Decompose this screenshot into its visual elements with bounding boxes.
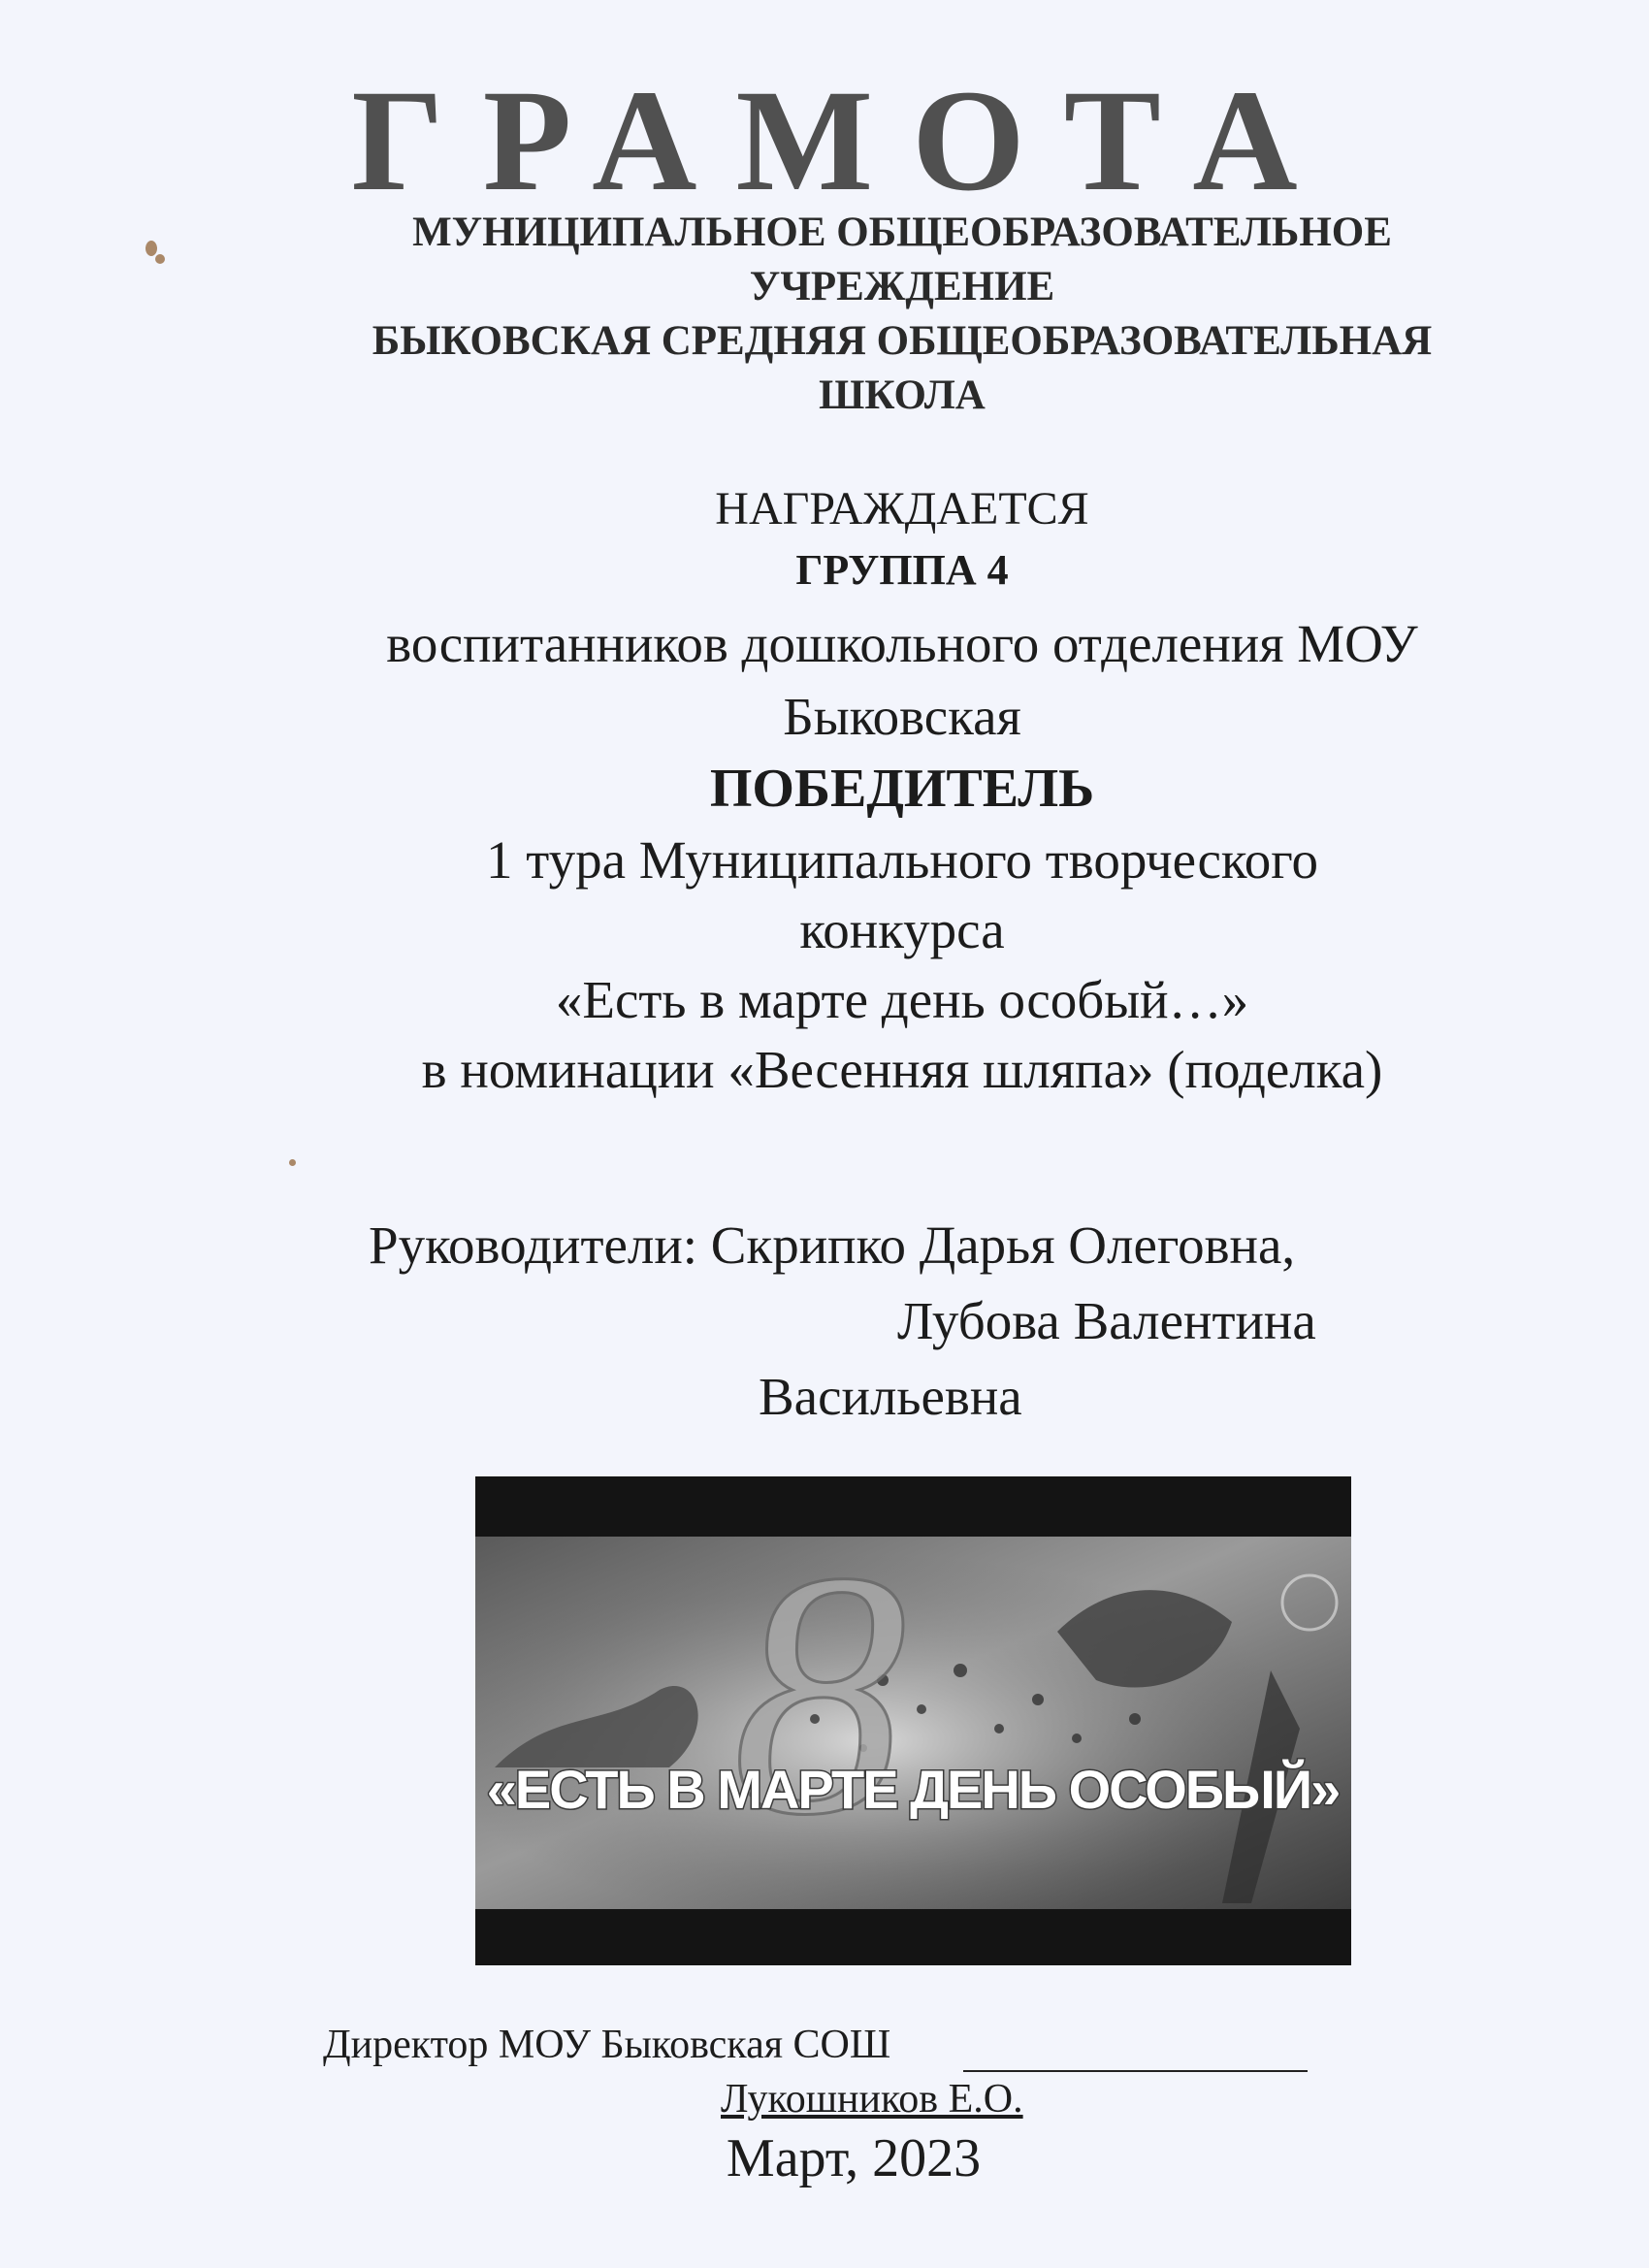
- petal: [917, 1704, 926, 1714]
- stain-mark: [155, 254, 165, 264]
- director-name: Лукошников Е.О.: [721, 2077, 1023, 2122]
- award-status: ПОБЕДИТЕЛЬ: [709, 759, 1095, 819]
- petal: [994, 1724, 1004, 1733]
- institution-line: МУНИЦИПАЛЬНОЕ ОБЩЕОБРАЗОВАТЕЛЬНОЕ: [412, 210, 1392, 255]
- certificate-title: ГРАМОТА: [351, 60, 1337, 221]
- leaders-block: [369, 1208, 1533, 1435]
- petal: [1072, 1733, 1082, 1743]
- institution-line: БЫКОВСКАЯ СРЕДНЯЯ ОБЩЕОБРАЗОВАТЕЛЬНАЯ: [372, 318, 1433, 364]
- recipient-description: [242, 607, 1562, 753]
- contest-line: конкурса: [799, 900, 1005, 959]
- petal: [1032, 1694, 1044, 1705]
- leaders-line: Руководители: Скрипко Дарья Олеговна,: [369, 1215, 1296, 1275]
- contest-name: «Есть в марте день особый…»: [555, 970, 1249, 1029]
- figure-eight: 8: [732, 1500, 907, 1887]
- institution-line: ШКОЛА: [819, 373, 986, 418]
- signature-line: [963, 2035, 1308, 2072]
- award-block: [242, 475, 1562, 1105]
- issue-date: Март, 2023: [726, 2128, 982, 2188]
- recipient-description-line: Быковская: [783, 687, 1021, 746]
- stain-mark: [146, 241, 157, 256]
- petal: [1129, 1713, 1141, 1725]
- recipient-name: ГРУППА 4: [795, 546, 1009, 594]
- recipient-description-line: воспитанников дошкольного отделения МОУ: [386, 614, 1418, 673]
- signature-block: [323, 2018, 1439, 2126]
- banner-graphic: [475, 1476, 1351, 1965]
- banner-title: «ЕСТЬ В МАРТЕ ДЕНЬ ОСОБЫЙ»: [486, 1759, 1340, 1820]
- institution-line: УЧРЕЖДЕНИЕ: [749, 264, 1055, 309]
- nomination: в номинации «Весенняя шляпа» (поделка): [421, 1040, 1383, 1099]
- leaders-line: Васильевна: [759, 1367, 1022, 1426]
- contest-line: 1 тура Муниципального творческого: [486, 830, 1318, 890]
- contest-banner-image: [475, 1476, 1351, 1965]
- stain-mark: [289, 1159, 296, 1166]
- director-role: Директор МОУ Быковская СОШ: [323, 2023, 891, 2067]
- leaders-line: Лубова Валентина: [897, 1291, 1316, 1350]
- awarded-label: НАГРАЖДАЕТСЯ: [715, 483, 1089, 535]
- petal: [954, 1664, 967, 1677]
- institution-name: [242, 206, 1562, 423]
